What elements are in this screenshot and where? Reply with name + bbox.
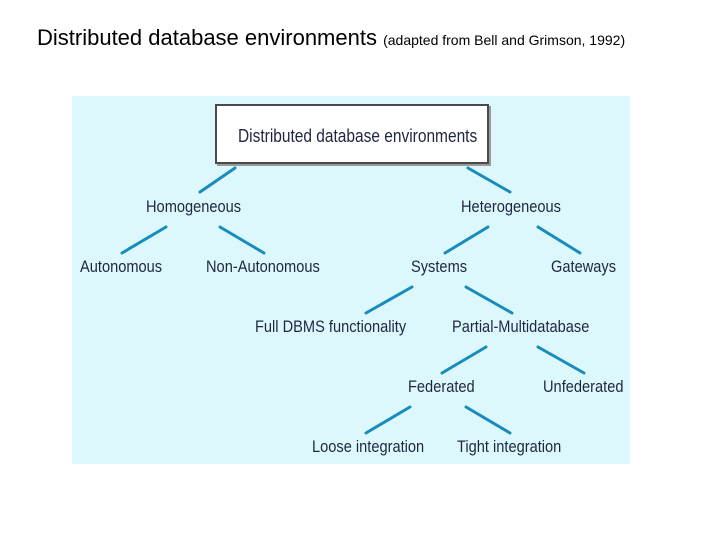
connector-heterogeneous-gateways — [538, 227, 580, 253]
connector-partial-unfederated — [538, 347, 584, 373]
title-main: Distributed database environments — [37, 25, 377, 50]
node-full-dbms-functionality: Full DBMS functionality — [255, 317, 407, 336]
node-tight-integration: Tight integration — [457, 437, 562, 456]
node-unfederated: Unfederated — [543, 377, 624, 396]
node-gateways: Gateways — [551, 257, 617, 276]
node-root: Distributed database environments — [238, 126, 478, 146]
connector-homogeneous-non-autonomous — [220, 227, 264, 253]
connector-heterogeneous-systems — [445, 227, 488, 253]
connector-partial-federated — [442, 347, 486, 373]
node-homogeneous: Homogeneous — [146, 197, 242, 216]
node-systems: Systems — [411, 257, 468, 276]
node-non-autonomous: Non-Autonomous — [206, 257, 320, 276]
connector-root-homogeneous — [200, 168, 235, 192]
node-autonomous: Autonomous — [80, 257, 163, 276]
node-heterogeneous: Heterogeneous — [461, 197, 561, 216]
node-federated: Federated — [408, 377, 475, 396]
connector-systems-partial-multidatabase — [466, 287, 512, 313]
connector-federated-loose — [366, 407, 410, 433]
connector-homogeneous-autonomous — [122, 227, 166, 253]
title-subtitle: (adapted from Bell and Grimson, 1992) — [383, 32, 626, 48]
connector-systems-full-dbms — [366, 287, 412, 313]
node-partial-multidatabase: Partial-Multidatabase — [452, 317, 590, 336]
connector-root-heterogeneous — [468, 168, 510, 192]
node-loose-integration: Loose integration — [312, 437, 425, 456]
connector-federated-tight — [466, 407, 510, 433]
